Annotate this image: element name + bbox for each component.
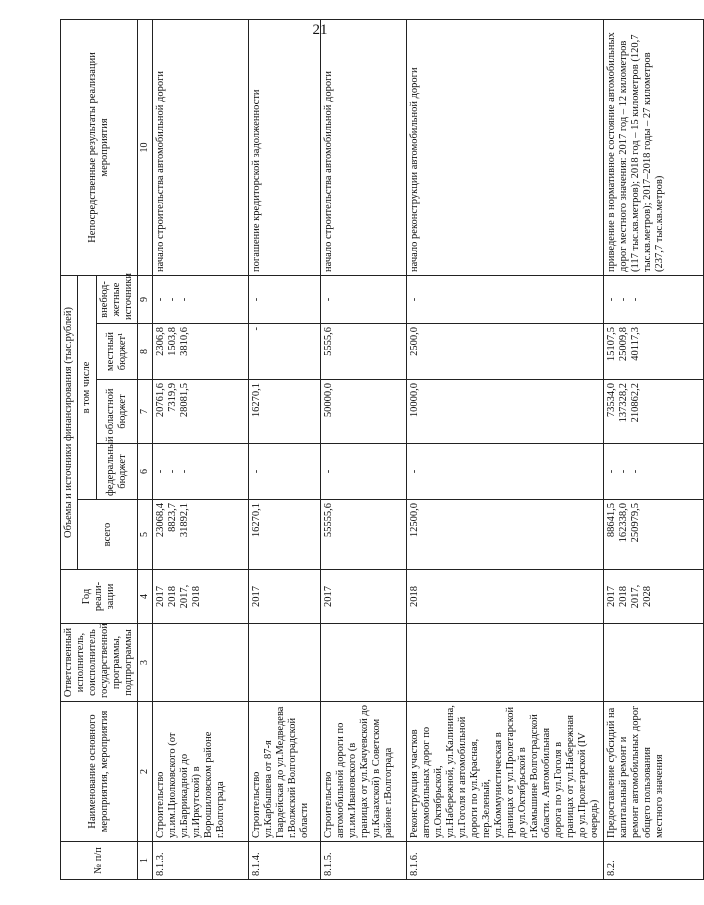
col-number: 5 — [138, 500, 153, 570]
cell-year — [407, 570, 604, 624]
cell-offbudget-value: - — [323, 297, 334, 302]
cell-federal — [407, 444, 604, 500]
cell-local-value: 15107,5 — [606, 327, 617, 362]
cell-num: 8.1.4. — [249, 842, 321, 880]
cell-regional-value: 210862,2 — [630, 383, 641, 423]
cell-local — [249, 324, 321, 380]
cell-name: Предоставление субсидий на капитальный ремонт и ремонт автомобильных дорог общего пользования местного значения — [604, 702, 704, 842]
col-number: 8 — [138, 324, 153, 380]
cell-total-value: 162338,0 — [618, 503, 629, 543]
cell-offbudget-value: - — [630, 297, 641, 302]
col-number: 9 — [138, 275, 153, 323]
col-number: 6 — [138, 444, 153, 500]
cell-result: приведение в нормативное состояние автомобильных дорог местного значения: 2017 год – 12 километров (117 тыс.кв.метров); 2018 год – 15 километров (120,7 тыс.кв.метров); 2017–2018 годы – 27 километров (237,7 тыс.кв.метров) — [604, 19, 704, 275]
cell-year-value: 2017, 2028 — [630, 584, 653, 609]
table-row — [604, 19, 704, 879]
cell-total — [321, 500, 407, 570]
cell-regional — [153, 380, 249, 444]
cell-offbudget-value: - — [155, 297, 166, 302]
cell-offbudget — [249, 275, 321, 323]
header-including: в том числе — [78, 275, 97, 499]
cell-local-value: 2500,0 — [409, 327, 420, 356]
cell-local — [153, 324, 249, 380]
cell-resp — [321, 624, 407, 702]
table-body — [153, 19, 704, 879]
cell-year — [249, 570, 321, 624]
cell-federal-value: - — [155, 469, 166, 474]
table-row — [153, 19, 249, 879]
cell-regional — [321, 380, 407, 444]
cell-regional-value: 10000,0 — [409, 383, 420, 418]
cell-offbudget-value: - — [606, 297, 617, 302]
cell-result: погашение кредиторской задолженности — [249, 19, 321, 275]
header-num: № п/п — [61, 842, 138, 880]
cell-year-value: 2017 — [155, 586, 166, 607]
cell-offbudget — [153, 275, 249, 323]
cell-federal-value: - — [251, 469, 262, 474]
cell-resp — [407, 624, 604, 702]
cell-num: 8.1.3. — [153, 842, 249, 880]
col-number: 2 — [138, 702, 153, 842]
col-number: 4 — [138, 570, 153, 624]
cell-local-value: 25009,8 — [618, 327, 629, 362]
cell-federal-value: - — [167, 469, 178, 474]
cell-local-value: 3810,6 — [179, 327, 190, 356]
cell-federal-value: - — [179, 469, 190, 474]
cell-federal — [249, 444, 321, 500]
cell-offbudget-value: - — [179, 297, 190, 302]
header-total: всего — [78, 500, 138, 570]
cell-year-value: 2018 — [409, 586, 420, 607]
cell-offbudget-value: - — [251, 297, 262, 302]
cell-year — [604, 570, 704, 624]
col-number: 7 — [138, 380, 153, 444]
table-row — [321, 19, 407, 879]
cell-total-value: 23068,4 — [155, 503, 166, 538]
cell-federal-value: - — [606, 469, 617, 474]
cell-total — [407, 500, 604, 570]
rotated-table-sheet — [60, 20, 665, 880]
cell-offbudget — [407, 275, 604, 323]
cell-regional-value: 28081,5 — [179, 383, 190, 418]
col-number: 3 — [138, 624, 153, 702]
cell-local — [604, 324, 704, 380]
cell-regional — [407, 380, 604, 444]
cell-offbudget-value: - — [618, 297, 629, 302]
header-result: Непосредственные результаты реализации мероприятия — [61, 19, 138, 275]
cell-year-value: 2017 — [606, 586, 617, 607]
cell-federal — [153, 444, 249, 500]
header-year: Год реали-зации — [61, 570, 138, 624]
table-row — [407, 19, 604, 879]
cell-year-value: 2018 — [618, 586, 629, 607]
header-federal: федеральный бюджет — [97, 444, 138, 500]
cell-local — [321, 324, 407, 380]
header-offbudget: внебюд-жетные источники — [97, 275, 138, 323]
cell-total-value: 31892,1 — [179, 503, 190, 538]
cell-offbudget — [321, 275, 407, 323]
cell-regional — [604, 380, 704, 444]
cell-num: 8.1.6. — [407, 842, 604, 880]
cell-name: Строительство автомобильной дороги по ул.им.Ивановского (в границах от ул.Качуевской до ул.Казахской) в Советском районе г.Волгограда — [321, 702, 407, 842]
cell-result: начало строительства автомобильной дороги — [321, 19, 407, 275]
cell-total-value: 250979,5 — [630, 503, 641, 543]
cell-local-value: 5555,6 — [323, 327, 334, 356]
cell-local-value: 2306,8 — [155, 327, 166, 356]
header-financing: Объемы и источники финансирования (тыс.рублей) — [61, 275, 78, 569]
cell-result: начало реконструкции автомобильной дороги — [407, 19, 604, 275]
cell-year — [321, 570, 407, 624]
cell-name: Строительство ул.им.Циолковского (от ул.Баррикадной до ул.Иркутской) в Ворошиловском районе г.Волгограда — [153, 702, 249, 842]
cell-regional-value: 20761,6 — [155, 383, 166, 418]
col-number: 10 — [138, 19, 153, 275]
cell-total — [249, 500, 321, 570]
cell-local-value: 40117,3 — [630, 327, 641, 361]
cell-regional-value: 137328,2 — [618, 383, 629, 423]
cell-offbudget-value: - — [409, 297, 420, 302]
page-number: 21 — [312, 22, 328, 38]
program-table — [60, 19, 704, 880]
cell-total-value: 12500,0 — [409, 503, 420, 538]
header-resp: Ответственный исполнитель, соисполнитель государственной программы, подпрограммы — [61, 624, 138, 702]
cell-local-value: - — [251, 327, 262, 331]
cell-federal-value: - — [323, 469, 334, 474]
header-regional: областной бюджет — [97, 380, 138, 444]
cell-year-value: 2018 — [167, 586, 178, 607]
cell-federal-value: - — [618, 469, 629, 474]
cell-offbudget-value: - — [167, 297, 178, 302]
cell-local — [407, 324, 604, 380]
cell-num: 8.1.5. — [321, 842, 407, 880]
cell-total-value: 8823,7 — [167, 503, 178, 532]
cell-regional-value: 7319,9 — [167, 383, 178, 412]
cell-year-value: 2017 — [251, 586, 262, 607]
cell-year — [153, 570, 249, 624]
cell-total — [604, 500, 704, 570]
cell-num: 8.2. — [604, 842, 704, 880]
table-row — [249, 19, 321, 879]
cell-resp — [153, 624, 249, 702]
header-local: местный бюджет¹ — [97, 324, 138, 380]
cell-total — [153, 500, 249, 570]
cell-federal-value: - — [630, 469, 641, 474]
cell-name: Строительство ул.Карбышева от 87-я Гвардейская до ул.Медведева г.Волжский Волгоградской области — [249, 702, 321, 842]
cell-year-value: 2017, 2018 — [179, 584, 202, 609]
cell-total-value: 88641,5 — [606, 503, 617, 538]
cell-name: Реконструкция участков автомобильных дорог по ул.Октябрьской, ул.Набережной, ул.Калинина, ул.Гоголя и автомобильной дороги по ул.Красная, пер.Зеленый, ул.Коммунистическая в границах от ул.Пролетарской до ул.Октябрьской в г.Камышине Волгоградской области. Автомобильная дорога по ул.Гоголя в границах от ул.Набережная до ул.Пролетарской (IV очередь) — [407, 702, 604, 842]
cell-regional-value: 50000,0 — [323, 383, 334, 418]
cell-offbudget — [604, 275, 704, 323]
header-name: Наименование основного мероприятия, мероприятия — [61, 702, 138, 842]
cell-local-value: 1503,8 — [167, 327, 178, 356]
cell-result: начало строительства автомобильной дороги — [153, 19, 249, 275]
col-number: 1 — [138, 842, 153, 880]
cell-year-value: 2017 — [323, 586, 334, 607]
cell-federal — [321, 444, 407, 500]
cell-resp — [604, 624, 704, 702]
cell-federal-value: - — [409, 469, 420, 474]
cell-total-value: 55555,6 — [323, 503, 334, 538]
cell-regional-value: 16270,1 — [251, 383, 262, 418]
cell-federal — [604, 444, 704, 500]
cell-resp — [249, 624, 321, 702]
cell-regional-value: 73534,0 — [606, 383, 617, 418]
cell-regional — [249, 380, 321, 444]
cell-total-value: 16270,1 — [251, 503, 262, 538]
